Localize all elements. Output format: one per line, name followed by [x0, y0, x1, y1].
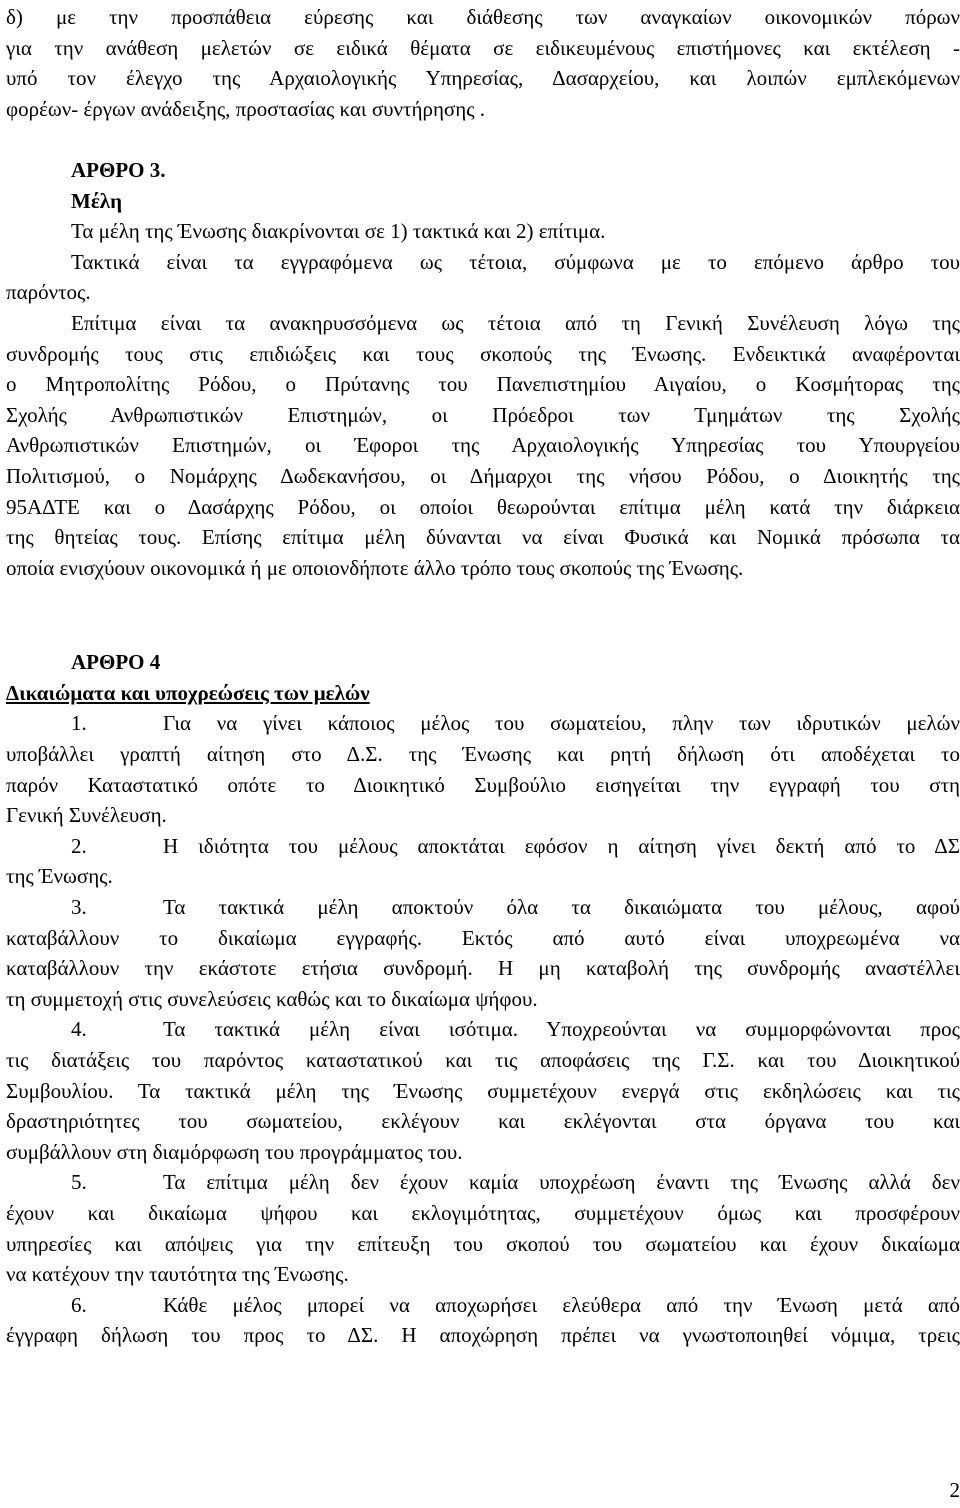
- text-line: της θητείας τους. Επίσης επίτιμα μέλη δύνανται να είναι Φυσικά και Νομικά πρόσωπα τα: [6, 525, 960, 550]
- item-number: 1.: [71, 711, 87, 736]
- text-line: έγγραφη δήλωση του προς το ΔΣ. Η αποχώρηση πρέπει να γνωστοποιηθεί νόμιμα, τρεις: [6, 1323, 960, 1348]
- text-line: Επίτιμα είναι τα ανακηρυσσόμενα ως τέτοια από τη Γενική Συνέλευση λόγω της: [71, 310, 960, 335]
- text-line: καταβάλλουν το δικαίωμα εγγραφής. Εκτός από αυτό είναι υποχρεωμένα να: [6, 925, 960, 950]
- page-number: 2: [949, 1478, 960, 1502]
- list-item: [6, 831, 960, 892]
- item-number: 5.: [71, 1170, 87, 1195]
- text-line: συνδρομής τους στις επιδιώξεις και τους σκοπούς της Ένωσης. Ενδεικτικά αναφέρονται: [6, 341, 960, 366]
- article-4-subheading: Δικαιώματα και υποχρεώσεις των μελών: [6, 680, 370, 705]
- article-4: [6, 647, 960, 1351]
- text-line: τη συμμετοχή στις συνελεύσεις καθώς και το δικαίωμα ψήφου.: [6, 986, 538, 1011]
- article-4-heading: ΑΡΘΡΟ 4: [71, 650, 161, 675]
- item-number: 3.: [71, 895, 87, 920]
- list-item: [6, 1014, 960, 1167]
- text-line: παρόντος.: [6, 280, 91, 305]
- text-line: ο Μητροπολίτης Ρόδου, ο Πρύτανης του Πανεπιστημίου Αιγαίου, ο Κοσμήτορας της: [6, 372, 960, 397]
- text-line: Κάθε μέλος μπορεί να αποχωρήσει ελεύθερα από την Ένωση μετά από: [163, 1292, 960, 1317]
- text-line: δ) με την προσπάθεια εύρεσης και διάθεσης των αναγκαίων οικονομικών πόρων: [6, 5, 960, 29]
- intro-paragraph: [6, 2, 960, 124]
- list-item: [6, 708, 960, 830]
- text-line: τις διατάξεις του παρόντος καταστατικού και τις αποφάσεις της Γ.Σ. και του Διοικητικού: [6, 1048, 960, 1072]
- text-line: οποία ενισχύουν οικονομικά ή με οποιονδήποτε άλλο τρόπο τους σκοπούς της Ένωσης.: [6, 555, 744, 580]
- text-line: δραστηριότητες του σωματείου, εκλέγουν και εκλέγονται στα όργανα του και: [6, 1109, 960, 1134]
- list-item: [6, 892, 960, 1014]
- text-line: Για να γίνει κάποιος μέλος του σωματείου, πλην των ιδρυτικών μελών: [163, 711, 960, 736]
- text-line: καταβάλλουν την εκάστοτε ετήσια συνδρομή. Η μη καταβολή της συνδρομής αναστέλλει: [6, 956, 960, 981]
- item-number: 6.: [71, 1292, 87, 1317]
- text-line: να κατέχουν την ταυτότητα της Ένωσης.: [6, 1262, 349, 1287]
- text-line: υποβάλλει γραπτή αίτηση στο Δ.Σ. της Ένωσης και ρητή δήλωση ότι αποδέχεται το: [6, 742, 960, 767]
- text-line: φορέων- έργων ανάδειξης, προστασίας και συντήρησης .: [6, 96, 486, 121]
- text-line: Η ιδιότητα του μέλους αποκτάται εφόσον η αίτηση γίνει δεκτή από το ΔΣ: [163, 833, 960, 858]
- text-line: Συμβουλίου. Τα τακτικά μέλη της Ένωσης συμμετέχουν ενεργά στις εκδηλώσεις και τις: [6, 1078, 960, 1103]
- text-line: 95ΑΔΤΕ και ο Δασάρχης Ρόδου, οι οποίοι θεωρούνται επίτιμα μέλη κατά την διάρκεια: [6, 494, 960, 519]
- item-number: 4.: [71, 1017, 87, 1042]
- list-item: [6, 1167, 960, 1289]
- article-3-heading: ΑΡΘΡΟ 3.: [71, 157, 166, 182]
- text-line: Πολιτισμού, ο Νομάρχης Δωδεκανήσου, οι Δήμαρχοι της νήσου Ρόδου, ο Διοικητής της: [6, 463, 960, 488]
- text-line: για την ανάθεση μελετών σε ειδικά θέματα σε ειδικευμένους επιστήμονες και εκτέλεση -: [6, 35, 960, 60]
- text-line: συμβάλλουν στη διαμόρφωση του προγράμματος του.: [6, 1139, 463, 1164]
- blank-line: [6, 583, 960, 647]
- text-line: Τα τακτικά μέλη αποκτούν όλα τα δικαιώματα του μέλους, αφού: [163, 895, 960, 920]
- article-3: [6, 155, 960, 583]
- text-line: Τακτικά είναι τα εγγραφόμενα ως τέτοια, σύμφωνα με το επόμενο άρθρο του: [71, 249, 960, 274]
- text-line: παρόν Καταστατικό οπότε το Διοικητικό Συμβούλιο εισηγείται την εγγραφή του στη: [6, 772, 960, 797]
- item-number: 2.: [71, 833, 87, 858]
- text-line: Τα μέλη της Ένωσης διακρίνονται σε 1) τακτικά και 2) επίτιμα.: [71, 219, 606, 244]
- text-line: υπηρεσίες και απόψεις για την επίτευξη του σκοπού του σωματείου και έχουν δικαίωμα: [6, 1231, 960, 1256]
- text-line: έχουν και δικαίωμα ψήφου και εκλογιμότητας, συμμετέχουν όμως και προσφέρουν: [6, 1200, 960, 1225]
- article-3-subheading: Μέλη: [71, 188, 123, 213]
- text-line: Τα επίτιμα μέλη δεν έχουν καμία υποχρέωση έναντι της Ένωσης αλλά δεν: [163, 1170, 960, 1195]
- text-line: υπό τον έλεγχο της Αρχαιολογικής Υπηρεσίας, Δασαρχείου, και λοιπών εμπλεκόμενων: [6, 66, 960, 91]
- text-line: Σχολής Ανθρωπιστικών Επιστημών, οι Πρόεδροι των Τμημάτων της Σχολής: [6, 402, 960, 427]
- list-item: [6, 1290, 960, 1351]
- text-line: Τα τακτικά μέλη είναι ισότιμα. Υποχρεούνται να συμμορφώνονται προς: [163, 1017, 960, 1042]
- text-line: Ανθρωπιστικών Επιστημών, οι Έφοροι της Αρχαιολογικής Υπηρεσίας του Υπουργείου: [6, 433, 960, 458]
- blank-line: [6, 124, 960, 155]
- text-line: Γενική Συνέλευση.: [6, 803, 167, 828]
- text-line: της Ένωσης.: [6, 864, 113, 889]
- document-page: [6, 2, 960, 1351]
